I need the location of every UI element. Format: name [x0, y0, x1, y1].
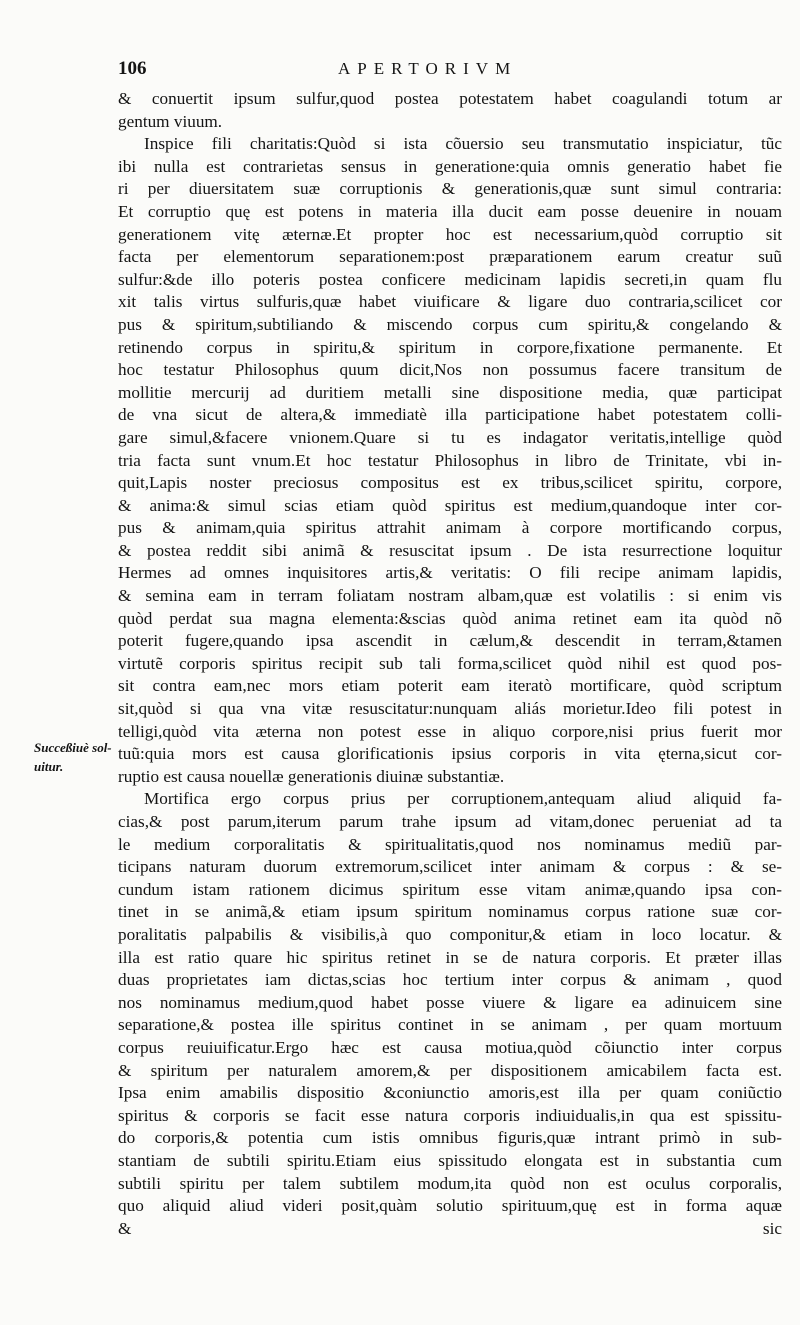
text-line: Hermes ad omnes inquisitores artis,& veritatis: O fili recipe animam lapidis, — [118, 563, 782, 583]
text-line: le medium corporalitatis & spiritualitatis,quod nos nominamus mediũ par- — [118, 834, 782, 854]
text-line: sit,quòd si qua vna vitæ resuscitatur:nunquam aliás morietur.Ideo fili potest in — [118, 699, 782, 719]
text-line: pus & animam,quia spiritus attrahit animam à corpore mortificando corpus, — [118, 518, 782, 538]
text-line: telligi,quòd vita æterna non potest esse in aliquo corpore,nisi prius fuerit mor — [118, 721, 782, 741]
text-line: separatione,& postea ille spiritus continet in se animam , per quam mortuum — [118, 1015, 782, 1035]
margin-note-line: uitur. — [34, 759, 64, 774]
text-line: pus & spiritum,subtiliando & miscendo corpus cum spiritu,& congelando & — [118, 314, 782, 334]
text-line: & semina eam in terram foliatam nostram albam,quæ est volatilis : si enim vis — [118, 586, 782, 606]
text-line: ticipans naturam duorum extremorum,scilicet inter animam & corpus : & se- — [118, 857, 782, 877]
text-line: Ipsa enim amabilis dispositio &coniunctio amoris,est illa per quam coniũctio — [118, 1083, 782, 1103]
text-line: tinet in se animã,& etiam ipsum spiritum nominamus corpus ratione suæ cor- — [118, 902, 782, 922]
text-line: ibi nulla est contrarietas sensus in generatione:quia omnis generatio habet fie — [118, 156, 782, 176]
text-line: stantiam de subtili spiritu.Etiam eius spissitudo elongata est in substantia cum — [118, 1150, 782, 1170]
text-line: Inspice fili charitatis:Quòd si ista cõuersio seu transmutatio inspiciatur, tũc — [144, 134, 782, 154]
running-head: APERTORIVM — [338, 59, 518, 78]
text-line: quo aliquid aliud videri posit,quàm solutio spirituum,quę est in forma aquæ — [118, 1196, 782, 1216]
page-number: 106 — [118, 58, 147, 79]
text-line: duas proprietates iam dictas,scias hoc tertium inter corpus & animam , quod — [118, 970, 782, 990]
text-line: ri per diuersitatem suæ corruptionis & generationis,quæ sunt simul contraria: — [118, 179, 782, 199]
text-line: mollitie mercurij ad duritiem metalli sine dispositione media, quæ participat — [118, 382, 782, 402]
text-line: gentum viuum. — [118, 111, 223, 131]
text-line: poterit fugere,quando ipsa ascendit in cælum,& descendit in terram,&tamen — [118, 631, 782, 651]
text-line: gare simul,&facere vnionem.Quare si tu es indagator veritatis,intellige quòd — [118, 427, 782, 447]
body-text — [118, 88, 782, 1263]
text-line: & postea reddit sibi animã & resuscitat ipsum . De ista resurrectione loquitur — [118, 540, 782, 560]
text-line: do corporis,& potentia cum istis omnibus figuris,quæ intrant primò in sub- — [118, 1128, 782, 1148]
text-line: hoc testatur Philosophus quum dicit,Nos non possumus facere transitum de — [118, 360, 782, 380]
text-line: retinendo corpus in spiritu,& spiritum in corpore,fixatione permanente. Et — [118, 337, 782, 357]
page-header — [118, 58, 778, 84]
text-line: Mortifica ergo corpus prius per corruptionem,antequam aliud aliquid fa- — [144, 789, 782, 809]
text-line: cias,& post parum,iterum parum trahe ipsum ad vitam,donec perueniat ad ta — [118, 812, 782, 831]
text-line: Et corruptio quę est potens in materia illa ducit eam posse deuenire in nouam — [118, 201, 782, 221]
text-line: de vna sicut de altera,& immediatè illa participatione habet potestatem colli- — [118, 405, 782, 425]
text-line: & anima:& simul scias etiam quòd spiritus est medium,quandoque inter cor- — [118, 495, 782, 515]
text-line: illa est ratio quare hic spiritus retinet in se de natura corporis. Et præter illas — [118, 947, 782, 967]
text-line: quòd perdat sua magna elementa:&scias quòd anima retinet eam ita quòd nõ — [118, 608, 782, 628]
text-line: quit,Lapis noster preciosus compositus est ex tribus,scilicet spiritu, corpore, — [118, 473, 782, 493]
text-line: & spiritum per naturalem amorem,& per dispositionem amicabilem facta est. — [118, 1060, 782, 1080]
text-line: corpus reuiuificatur.Ergo hæc est causa motiua,quòd cõiunctio inter corpus — [118, 1037, 782, 1057]
text-line: ruptio est causa nouellæ generationis diuinæ substantiæ. — [118, 766, 505, 786]
text-line: xit talis virtus sulfuris,quæ habet viuificare & ligare duo contraria,scilicet cor — [118, 292, 782, 312]
text-line: tria facta sunt vnum.Et hoc testatur Philosophus in libro de Trinitate, vbi in- — [118, 450, 782, 470]
margin-note — [34, 738, 118, 776]
text-line: sulfur:&de illo poteris postea conficere medicinam lapidis secreti,in quam flu — [118, 269, 782, 289]
catchword — [118, 1240, 782, 1263]
text-line: virtutẽ corporis spiritus recipit sub tali forma,scilicet quòd nihil est quod pos- — [118, 653, 782, 673]
text-line: subtili spiritu per talem subtilem modum,ita quòd non est oculus corporalis, — [118, 1173, 782, 1193]
text-line: tuũ:quia mors est causa glorificationis ipsius corporis in vita ęterna,sicut cor- — [118, 744, 782, 764]
text-line: & sic — [118, 1218, 782, 1238]
text-line: poralitatis palpabilis & visibilis,à quo componitur,& etiam in loco locatur. & — [118, 924, 782, 944]
margin-note-line: Succeßiuè sol- — [34, 740, 112, 755]
text-line: sit contra eam,nec mors etiam poterit eam iteratò mortificare, quòd scriptum — [118, 676, 782, 696]
text-line: facta per elementorum separationem:post præparationem earum creatur suũ — [118, 247, 782, 267]
text-line: nos nominamus medium,quod habet posse viuere & ligare ea adinuicem sine — [118, 992, 782, 1012]
text-line: spiritus & corporis se facit esse natura corporis indiuidualis,in qua est spissitu- — [118, 1105, 782, 1125]
text-line: generationem vitę æternæ.Et propter hoc est necessarium,quòd corruptio sit — [118, 224, 782, 244]
text-line: & conuertit ipsum sulfur,quod postea potestatem habet coagulandi totum ar — [118, 89, 782, 108]
text-line: cundum istam rationem dicimus spiritum esse vitam animæ,quando ipsa con- — [118, 879, 782, 899]
